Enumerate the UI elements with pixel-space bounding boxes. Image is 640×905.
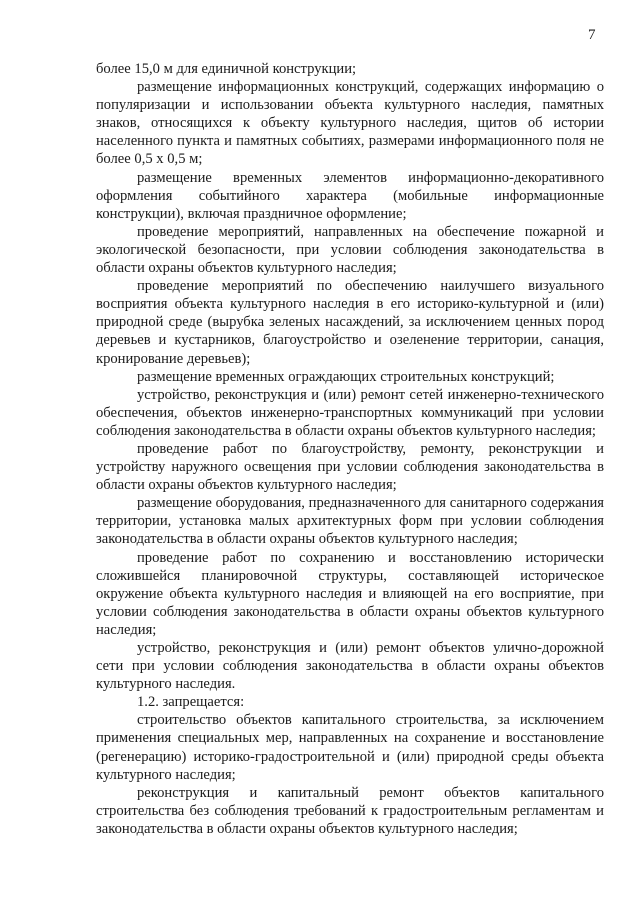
section-heading-prohibited: 1.2. запрещается: <box>137 694 245 711</box>
paragraph-road-network: устройство, реконструкция и (или) ремонт объектов улично-дорожной сети при условии соблюдения законодательства в области охраны объектов культурного наследия. <box>96 640 604 693</box>
paragraph-reconstruction-repair: реконструкция и капитальный ремонт объектов капитального строительства без соблюдения требований к градостроительным регламентам и законодательства в области охраны объектов культурного наследия; <box>96 784 604 837</box>
paragraph-visual-perception: проведение мероприятий по обеспечению наилучшего визуального восприятия объекта культурного наследия в его историко-культурной и (или) природной среде (вырубка зеленых насаждений, за исключением ценных пород деревьев и кустарников, благоустройство и озеленение территории, санация, кронирование деревьев); <box>96 278 604 367</box>
page-number: 7 <box>588 27 596 43</box>
paragraph-temporary-decor: размещение временных элементов информационно-декоративного оформления событийного характера (мобильные информационные конструкции), включая праздничное оформление; <box>96 169 604 222</box>
paragraph-engineering-networks: устройство, реконструкция и (или) ремонт сетей инженерно-технического обеспечения, объектов инженерно-транспортных коммуникаций при условии соблюдения законодательства в области охраны объектов культурного наследия; <box>96 386 604 439</box>
paragraph-landscaping-lighting: проведение работ по благоустройству, ремонту, реконструкции и устройству наружного освещения при условии соблюдения законодательства в области охраны объектов культурного наследия; <box>96 440 604 494</box>
paragraph-sanitary-equipment: размещение оборудования, предназначенного для санитарного содержания территории, установка малых архитектурных форм при условии соблюдения законодательства в области охраны объектов культурного наследия; <box>96 495 604 548</box>
paragraph-info-constructions: размещение информационных конструкций, содержащих информацию о популяризации и использовании объекта культурного наследия, памятных знаков, относящихся к объекту культурного наследия, щитов об истории населенного пункта и памятных событиях, размерами информационного поля не более 0,5 х 0,5 м; <box>96 79 604 168</box>
document-body <box>96 60 604 838</box>
paragraph-fire-safety: проведение мероприятий, направленных на обеспечение пожарной и экологической безопасности, при условии соблюдения законодательства в области охраны объектов культурного наследия; <box>96 223 604 277</box>
paragraph-continuation: более 15,0 м для единичной конструкции; <box>96 61 357 77</box>
paragraph-planning-structure: проведение работ по сохранению и восстановлению исторически сложившейся планировочной структуры, составляющей историческое окружение объекта культурного наследия и влияющей на его восприятие, при условии соблюдения законодательства в области охраны объектов культурного наследия; <box>96 549 604 638</box>
paragraph-temporary-fencing: размещение временных ограждающих строительных конструкций; <box>137 368 555 385</box>
paragraph-capital-construction: строительство объектов капитального строительства, за исключением применения специальных мер, направленных на сохранение и восстановление (регенерацию) историко-градостроительной и (или) природной среды объекта культурного наследия; <box>96 712 604 783</box>
